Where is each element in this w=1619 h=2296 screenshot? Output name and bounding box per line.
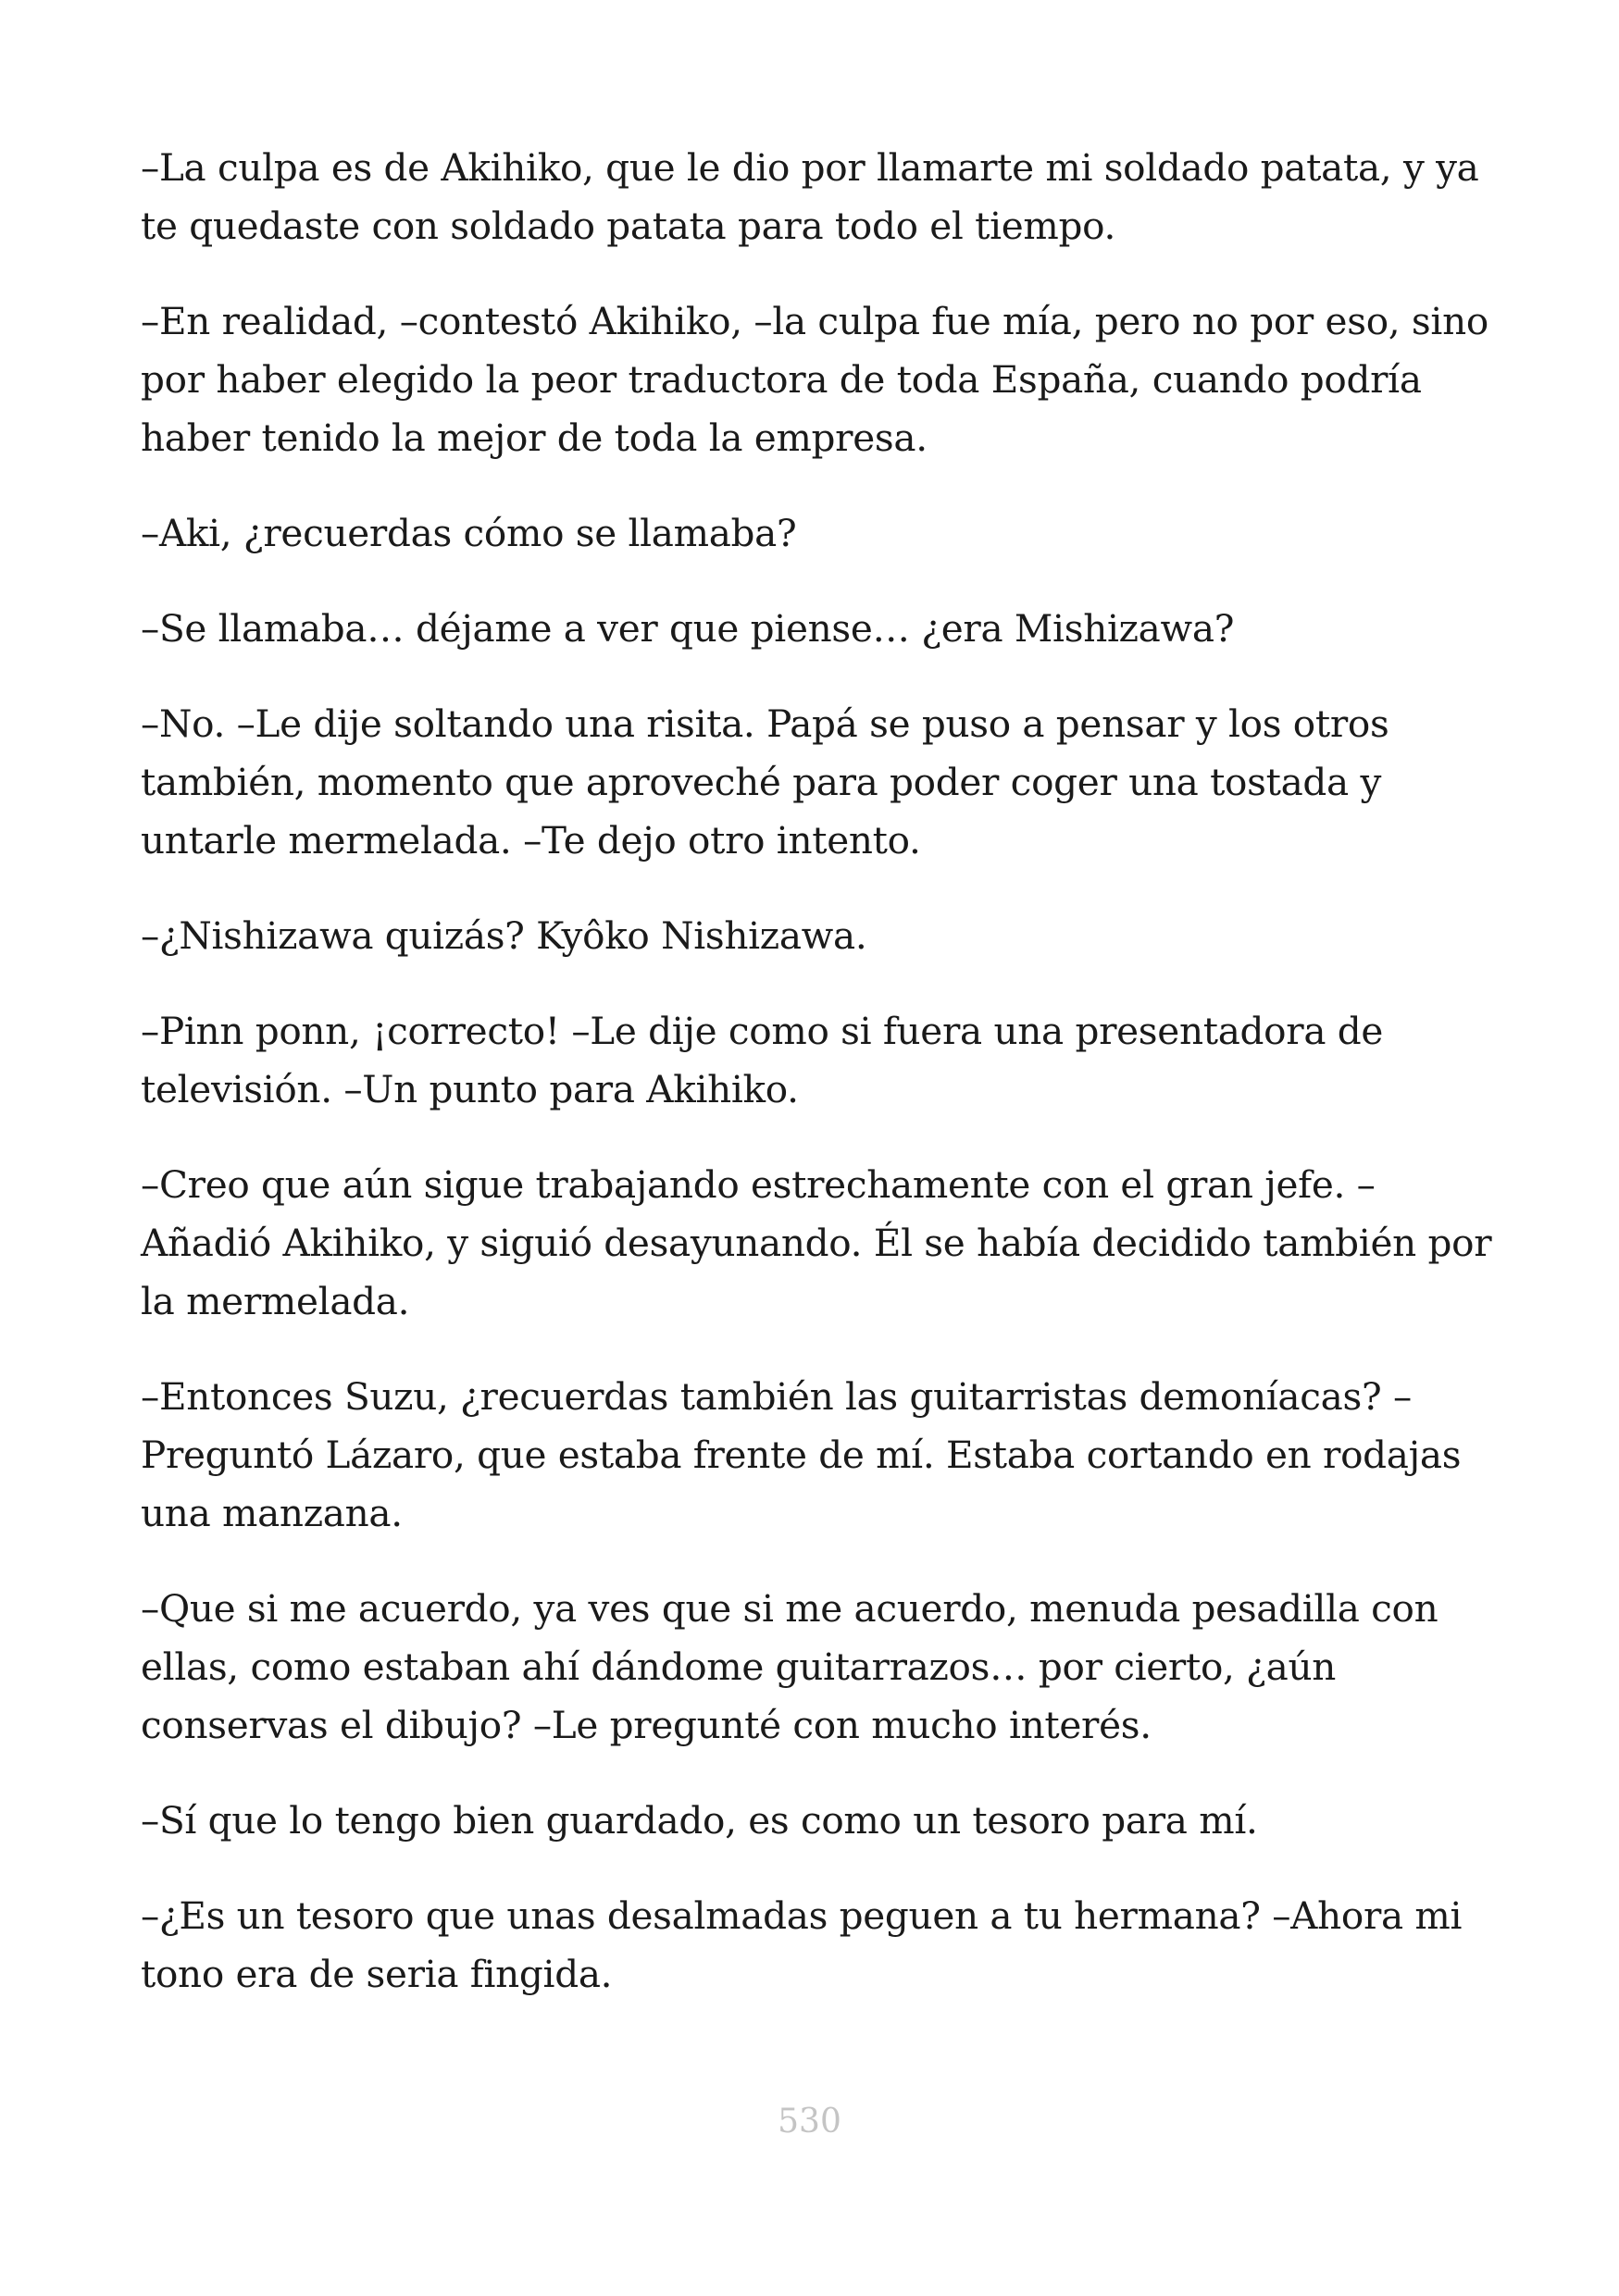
body-text [141,139,1492,2041]
paragraph: –Creo que aún sigue trabajando estrechamente con el gran jefe. –Añadió Akihiko, y siguió desayunando. Él se había decidido también por la mermelada. [141,1162,1492,1323]
page-number: 530 [778,2103,841,2141]
paragraph: –En realidad, –contestó Akihiko, –la culpa fue mía, pero no por eso, sino por haber elegido la peor traductora de toda España, cuando podría haber tenido la mejor de toda la empresa. [141,299,1488,460]
paragraph: –Entonces Suzu, ¿recuerdas también las guitarristas demoníacas? –Preguntó Lázaro, que estaba frente de mí. Estaba cortando en rodajas una manzana. [141,1374,1462,1535]
paragraph: –Que si me acuerdo, ya ves que si me acuerdo, menuda pesadilla con ellas, como estaban ahí dándome guitarrazos… por cierto, ¿aún conservas el dibujo? –Le pregunté con mucho interés. [141,1586,1438,1747]
paragraph: –Sí que lo tengo bien guardado, es como un tesoro para mí. [141,1798,1258,1843]
paragraph: –Pinn ponn, ¡correcto! –Le dije como si fuera una presentadora de televisión. –Un punto para Akihiko. [141,1009,1384,1111]
paragraph: –Se llamaba… déjame a ver que piense… ¿era Mishizawa? [141,606,1235,651]
paragraph: –¿Nishizawa quizás? Kyôko Nishizawa. [141,913,867,958]
paragraph: –¿Es un tesoro que unas desalmadas peguen a tu hermana? –Ahora mi tono era de seria fingida. [141,1893,1463,1996]
paragraph: –La culpa es de Akihiko, que le dio por llamarte mi soldado patata, y ya te quedaste con soldado patata para todo el tiempo. [141,145,1479,248]
paragraph: –Aki, ¿recuerdas cómo se llamaba? [141,511,797,555]
paragraph: –No. –Le dije soltando una risita. Papá se puso a pensar y los otros también, momento que aproveché para poder coger una tostada y untarle mermelada. –Te dejo otro intento. [141,701,1389,863]
